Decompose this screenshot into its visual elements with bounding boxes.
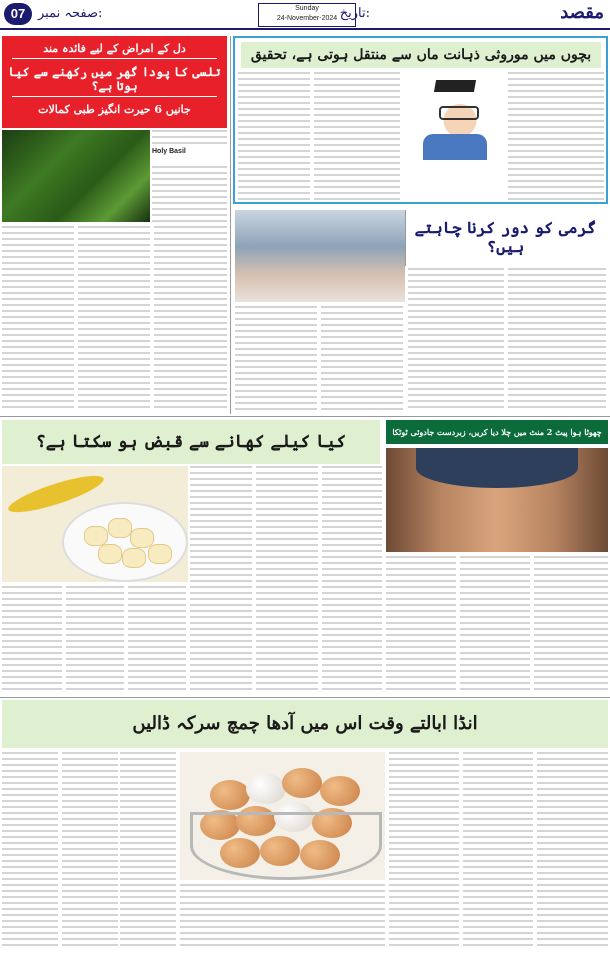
tulsi-text-top: [152, 130, 227, 146]
banana-col-2: [256, 466, 318, 694]
stomach-image: [386, 448, 608, 552]
egg-col-1: [2, 752, 58, 948]
eggs-basket-image: [180, 752, 385, 880]
tulsi-col-2: [78, 226, 150, 412]
banana-col-3: [322, 466, 382, 694]
page-label: صفحہ نمبر:: [38, 6, 103, 21]
date-label: تاریخ:: [339, 6, 370, 21]
tulsi-subtitle: جانیں 6 حیرت انگیز طبی کمالات: [38, 103, 191, 116]
heat-col-2: [321, 306, 403, 412]
holy-basil-caption: Holy Basil: [152, 148, 186, 155]
tulsi-col-3: [154, 226, 227, 412]
tulsi-headline-box: [2, 36, 227, 128]
children-headline: بچوں میں موروثی ذہانت ماں سے منتقل ہوتی ہے، تحقیق: [241, 42, 601, 68]
heat-col-4: [508, 268, 606, 412]
banana-headline: کیا کیلے کھانے سے قبض ہو سکتا ہے؟: [35, 432, 347, 452]
tulsi-text-side: [152, 166, 227, 222]
stomach-headline-box: [386, 420, 608, 444]
date-box: [258, 3, 356, 27]
children-col-2: [314, 72, 400, 200]
tulsi-kicker: دل کے امراض کے لیے فائدہ مند: [43, 42, 186, 55]
banana-col-6: [128, 586, 186, 694]
stomach-col-2: [460, 556, 530, 694]
banana-col-4: [2, 586, 62, 694]
tulsi-col-1: [2, 226, 74, 412]
banana-col-5: [66, 586, 124, 694]
egg-col-3: [120, 752, 176, 948]
egg-col-4: [389, 752, 459, 948]
banana-col-1: [190, 466, 252, 694]
newspaper-logo: مقصد: [560, 2, 604, 23]
heat-headline-box: [405, 210, 605, 266]
heat-col-1: [235, 306, 317, 412]
egg-headline: انڈا ابالتے وقت اس میں آدھا چمچ سرکہ ڈالیں: [132, 713, 478, 734]
stomach-col-1: [386, 556, 456, 694]
children-col-1: [238, 72, 310, 200]
stomach-headline: چھوٹا ہوا پیٹ 2 منٹ میں چلا دیا کریں، زبردست جادوئی ٹوٹکا: [392, 427, 602, 437]
banana-image: [2, 466, 188, 582]
woman-heat-image: [235, 210, 405, 302]
stomach-col-3: [534, 556, 608, 694]
children-col-3: [508, 72, 604, 200]
page-number: 07: [4, 3, 32, 25]
egg-col-5: [463, 752, 533, 948]
day-text: Sunday: [295, 5, 319, 12]
egg-headline-box: [2, 700, 608, 748]
egg-col-under-image: [180, 884, 385, 948]
tulsi-plant-image: [2, 130, 150, 222]
heat-headline: گرمی کو دور کرنا چاہتے ہیں؟: [414, 218, 597, 256]
child-graduate-image: [405, 72, 505, 160]
egg-col-6: [537, 752, 608, 948]
egg-col-2: [62, 752, 118, 948]
banana-headline-box: [2, 420, 380, 464]
tulsi-title: تلسی کا پودا گھر میں رکھنے سے کیا ہوتا ہے؟: [8, 65, 221, 93]
date-text: 24-November-2024: [276, 15, 338, 22]
masthead: [0, 0, 610, 30]
heat-col-3: [408, 268, 504, 412]
